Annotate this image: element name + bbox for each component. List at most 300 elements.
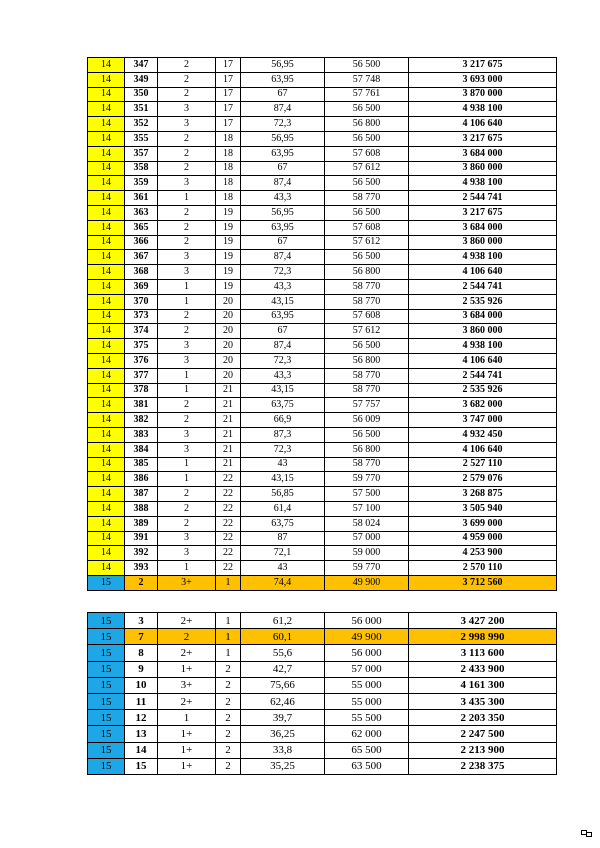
floor-cell: 14: [88, 442, 125, 457]
total-price-cell: 4 938 100: [409, 339, 557, 354]
total-price-cell: 3 684 000: [409, 146, 557, 161]
table-row: [88, 661, 557, 677]
apartment-number-cell: 8: [125, 645, 158, 661]
table-row: [88, 368, 557, 383]
total-price-cell: 4 938 100: [409, 250, 557, 265]
section-cell: 20: [216, 294, 241, 309]
total-price-cell: 3 435 300: [409, 693, 557, 709]
floor-cell: 14: [88, 58, 125, 73]
floor-cell: 14: [88, 368, 125, 383]
total-price-cell: 4 938 100: [409, 102, 557, 117]
area-cell: 66,9: [241, 413, 325, 428]
total-price-cell: 3 427 200: [409, 613, 557, 629]
total-price-cell: 4 106 640: [409, 442, 557, 457]
section-cell: 17: [216, 72, 241, 87]
price-per-m2-cell: 55 000: [325, 693, 409, 709]
section-cell: 18: [216, 176, 241, 191]
section-cell: 21: [216, 457, 241, 472]
apartment-number-cell: 386: [125, 472, 158, 487]
apartment-number-cell: 374: [125, 324, 158, 339]
table-row: [88, 72, 557, 87]
apartment-number-cell: 383: [125, 427, 158, 442]
price-per-m2-cell: 57 612: [325, 161, 409, 176]
total-price-cell: 2 579 076: [409, 472, 557, 487]
total-price-cell: 2 535 926: [409, 383, 557, 398]
apartment-number-cell: 391: [125, 531, 158, 546]
section-cell: 19: [216, 265, 241, 280]
floor-cell: 14: [88, 176, 125, 191]
rooms-cell: 1: [158, 561, 216, 576]
section-cell: 18: [216, 191, 241, 206]
floor-cell: 14: [88, 235, 125, 250]
price-per-m2-cell: 56 500: [325, 339, 409, 354]
area-cell: 39,7: [241, 710, 325, 726]
price-per-m2-cell: 57 500: [325, 487, 409, 502]
table-row: [88, 677, 557, 693]
floor-cell: 15: [88, 758, 125, 774]
table-row: [88, 146, 557, 161]
apartment-number-cell: 7: [125, 629, 158, 645]
floor-cell: 14: [88, 131, 125, 146]
section-cell: 22: [216, 561, 241, 576]
rooms-cell: 2: [158, 205, 216, 220]
total-price-cell: 4 161 300: [409, 677, 557, 693]
section-cell: 20: [216, 368, 241, 383]
area-cell: 87,4: [241, 102, 325, 117]
area-cell: 42,7: [241, 661, 325, 677]
floor-cell: 14: [88, 383, 125, 398]
area-cell: 63,95: [241, 309, 325, 324]
apartment-number-cell: 387: [125, 487, 158, 502]
total-price-cell: 2 544 741: [409, 368, 557, 383]
price-per-m2-cell: 56 500: [325, 250, 409, 265]
apartment-number-cell: 365: [125, 220, 158, 235]
total-price-cell: 3 860 000: [409, 235, 557, 250]
apartment-number-cell: 382: [125, 413, 158, 428]
table-row: [88, 710, 557, 726]
table-row: [88, 324, 557, 339]
price-per-m2-cell: 55 500: [325, 710, 409, 726]
rooms-cell: 2: [158, 87, 216, 102]
total-price-cell: 2 570 110: [409, 561, 557, 576]
table-row: [88, 265, 557, 280]
price-per-m2-cell: 56 800: [325, 442, 409, 457]
section-cell: 18: [216, 161, 241, 176]
total-price-cell: 3 684 000: [409, 220, 557, 235]
area-cell: 87,4: [241, 250, 325, 265]
rooms-cell: 2+: [158, 645, 216, 661]
apartment-number-cell: 14: [125, 742, 158, 758]
apartment-number-cell: 2: [125, 575, 158, 590]
floor-cell: 14: [88, 339, 125, 354]
rooms-cell: 2: [158, 501, 216, 516]
area-cell: 72,3: [241, 265, 325, 280]
rooms-cell: 3: [158, 427, 216, 442]
total-price-cell: 2 544 741: [409, 191, 557, 206]
floor-cell: 14: [88, 279, 125, 294]
floor-cell: 14: [88, 353, 125, 368]
total-price-cell: 3 693 000: [409, 72, 557, 87]
price-per-m2-cell: 57 757: [325, 398, 409, 413]
total-price-cell: 3 699 000: [409, 516, 557, 531]
price-per-m2-cell: 65 500: [325, 742, 409, 758]
apartment-number-cell: 351: [125, 102, 158, 117]
rooms-cell: 3: [158, 353, 216, 368]
price-per-m2-cell: 56 500: [325, 131, 409, 146]
area-cell: 43,3: [241, 279, 325, 294]
area-cell: 36,25: [241, 726, 325, 742]
table-row: [88, 442, 557, 457]
rooms-cell: 2: [158, 72, 216, 87]
total-price-cell: 3 217 675: [409, 131, 557, 146]
section-cell: 19: [216, 235, 241, 250]
price-per-m2-cell: 55 000: [325, 677, 409, 693]
total-price-cell: 3 712 560: [409, 575, 557, 590]
table-row: [88, 353, 557, 368]
section-cell: 19: [216, 205, 241, 220]
section-cell: 20: [216, 324, 241, 339]
section-cell: 20: [216, 339, 241, 354]
price-per-m2-cell: 59 770: [325, 561, 409, 576]
table-row: [88, 102, 557, 117]
section-cell: 2: [216, 693, 241, 709]
total-price-cell: 3 217 675: [409, 205, 557, 220]
section-cell: 18: [216, 146, 241, 161]
rooms-cell: 2: [158, 235, 216, 250]
section-cell: 2: [216, 742, 241, 758]
table-row: [88, 487, 557, 502]
apartment-number-cell: 355: [125, 131, 158, 146]
table-row: [88, 250, 557, 265]
table-row: [88, 235, 557, 250]
total-price-cell: 3 870 000: [409, 87, 557, 102]
section-cell: 19: [216, 250, 241, 265]
floor-cell: 14: [88, 398, 125, 413]
table-row: [88, 309, 557, 324]
area-cell: 72,1: [241, 546, 325, 561]
table-row: [88, 501, 557, 516]
apartment-number-cell: 3: [125, 613, 158, 629]
price-table-bottom: [87, 612, 557, 775]
section-cell: 21: [216, 398, 241, 413]
area-cell: 60,1: [241, 629, 325, 645]
floor-cell: 14: [88, 72, 125, 87]
table-row: [88, 645, 557, 661]
price-per-m2-cell: 57 608: [325, 146, 409, 161]
area-cell: 33,8: [241, 742, 325, 758]
section-cell: 21: [216, 383, 241, 398]
price-per-m2-cell: 58 770: [325, 383, 409, 398]
floor-cell: 14: [88, 102, 125, 117]
section-cell: 1: [216, 629, 241, 645]
rooms-cell: 2: [158, 487, 216, 502]
total-price-cell: 3 684 000: [409, 309, 557, 324]
apartment-number-cell: 392: [125, 546, 158, 561]
apartment-number-cell: 370: [125, 294, 158, 309]
table-row: [88, 191, 557, 206]
table-row: [88, 742, 557, 758]
floor-cell: 14: [88, 531, 125, 546]
table-row: [88, 561, 557, 576]
rooms-cell: 2+: [158, 613, 216, 629]
floor-cell: 15: [88, 629, 125, 645]
total-price-cell: 2 998 990: [409, 629, 557, 645]
price-per-m2-cell: 57 000: [325, 531, 409, 546]
floor-cell: 15: [88, 742, 125, 758]
area-cell: 56,95: [241, 131, 325, 146]
price-per-m2-cell: 57 612: [325, 324, 409, 339]
apartment-number-cell: 357: [125, 146, 158, 161]
section-cell: 20: [216, 309, 241, 324]
total-price-cell: 4 106 640: [409, 117, 557, 132]
apartment-number-cell: 12: [125, 710, 158, 726]
total-price-cell: 4 938 100: [409, 176, 557, 191]
floor-cell: 14: [88, 546, 125, 561]
price-per-m2-cell: 58 024: [325, 516, 409, 531]
apartment-number-cell: 393: [125, 561, 158, 576]
area-cell: 43,3: [241, 191, 325, 206]
rooms-cell: 2: [158, 146, 216, 161]
apartment-number-cell: 347: [125, 58, 158, 73]
area-cell: 43: [241, 561, 325, 576]
section-cell: 19: [216, 220, 241, 235]
total-price-cell: 3 505 940: [409, 501, 557, 516]
apartment-number-cell: 369: [125, 279, 158, 294]
apartment-number-cell: 359: [125, 176, 158, 191]
floor-cell: 14: [88, 117, 125, 132]
area-cell: 43,3: [241, 368, 325, 383]
table-row: [88, 131, 557, 146]
floor-cell: 14: [88, 309, 125, 324]
apartment-number-cell: 367: [125, 250, 158, 265]
price-per-m2-cell: 56 800: [325, 353, 409, 368]
rooms-cell: 1: [158, 457, 216, 472]
apartment-number-cell: 385: [125, 457, 158, 472]
floor-cell: 14: [88, 87, 125, 102]
total-price-cell: 2 544 741: [409, 279, 557, 294]
floor-cell: 14: [88, 501, 125, 516]
table-row: [88, 758, 557, 774]
floor-cell: 14: [88, 487, 125, 502]
area-cell: 87,4: [241, 176, 325, 191]
table-row: [88, 279, 557, 294]
section-cell: 22: [216, 487, 241, 502]
rooms-cell: 2: [158, 161, 216, 176]
table-row: [88, 472, 557, 487]
floor-cell: 14: [88, 250, 125, 265]
total-price-cell: 4 932 450: [409, 427, 557, 442]
rooms-cell: 1: [158, 472, 216, 487]
floor-cell: 15: [88, 710, 125, 726]
floor-cell: 15: [88, 726, 125, 742]
total-price-cell: 3 268 875: [409, 487, 557, 502]
total-price-cell: 2 433 900: [409, 661, 557, 677]
rooms-cell: 1: [158, 191, 216, 206]
floor-cell: 15: [88, 661, 125, 677]
table-row: [88, 693, 557, 709]
price-per-m2-cell: 59 770: [325, 472, 409, 487]
area-cell: 43: [241, 457, 325, 472]
rooms-cell: 3: [158, 531, 216, 546]
price-per-m2-cell: 57 000: [325, 661, 409, 677]
area-cell: 43,15: [241, 294, 325, 309]
apartment-number-cell: 361: [125, 191, 158, 206]
floor-cell: 14: [88, 191, 125, 206]
floor-cell: 15: [88, 693, 125, 709]
price-per-m2-cell: 57 748: [325, 72, 409, 87]
area-cell: 63,95: [241, 146, 325, 161]
table-row: [88, 629, 557, 645]
floor-cell: 15: [88, 575, 125, 590]
rooms-cell: 2: [158, 398, 216, 413]
apartment-number-cell: 11: [125, 693, 158, 709]
area-cell: 67: [241, 161, 325, 176]
total-price-cell: 2 213 900: [409, 742, 557, 758]
area-cell: 62,46: [241, 693, 325, 709]
table-row: [88, 220, 557, 235]
total-price-cell: 2 238 375: [409, 758, 557, 774]
total-price-cell: 3 682 000: [409, 398, 557, 413]
total-price-cell: 4 959 000: [409, 531, 557, 546]
apartment-number-cell: 375: [125, 339, 158, 354]
rooms-cell: 1: [158, 710, 216, 726]
rooms-cell: 1: [158, 279, 216, 294]
apartment-number-cell: 358: [125, 161, 158, 176]
table-row: [88, 531, 557, 546]
section-cell: 2: [216, 726, 241, 742]
area-cell: 67: [241, 235, 325, 250]
floor-cell: 15: [88, 645, 125, 661]
rooms-cell: 2: [158, 309, 216, 324]
section-cell: 21: [216, 427, 241, 442]
apartment-number-cell: 366: [125, 235, 158, 250]
apartment-number-cell: 363: [125, 205, 158, 220]
floor-cell: 14: [88, 265, 125, 280]
table-row: [88, 117, 557, 132]
price-per-m2-cell: 58 770: [325, 191, 409, 206]
price-per-m2-cell: 49 900: [325, 629, 409, 645]
rooms-cell: 2: [158, 516, 216, 531]
table-row: [88, 294, 557, 309]
area-cell: 63,75: [241, 516, 325, 531]
price-per-m2-cell: 56 500: [325, 176, 409, 191]
floor-cell: 14: [88, 427, 125, 442]
price-per-m2-cell: 59 000: [325, 546, 409, 561]
area-cell: 63,95: [241, 220, 325, 235]
table-row: [88, 383, 557, 398]
rooms-cell: 3: [158, 102, 216, 117]
table-row: [88, 546, 557, 561]
apartment-number-cell: 377: [125, 368, 158, 383]
table-row: [88, 161, 557, 176]
table-row: [88, 427, 557, 442]
floor-cell: 14: [88, 472, 125, 487]
apartment-number-cell: 10: [125, 677, 158, 693]
section-cell: 1: [216, 613, 241, 629]
area-cell: 61,4: [241, 501, 325, 516]
area-cell: 72,3: [241, 353, 325, 368]
rooms-cell: 1: [158, 383, 216, 398]
apartment-number-cell: 368: [125, 265, 158, 280]
page-corner-icon: [581, 830, 591, 836]
rooms-cell: 3: [158, 546, 216, 561]
section-cell: 17: [216, 117, 241, 132]
area-cell: 87,4: [241, 339, 325, 354]
price-per-m2-cell: 56 500: [325, 205, 409, 220]
rooms-cell: 2: [158, 413, 216, 428]
area-cell: 63,75: [241, 398, 325, 413]
total-price-cell: 2 247 500: [409, 726, 557, 742]
apartment-number-cell: 378: [125, 383, 158, 398]
rooms-cell: 3: [158, 117, 216, 132]
area-cell: 87: [241, 531, 325, 546]
price-per-m2-cell: 58 770: [325, 368, 409, 383]
floor-cell: 14: [88, 161, 125, 176]
apartment-number-cell: 349: [125, 72, 158, 87]
section-cell: 21: [216, 413, 241, 428]
area-cell: 63,95: [241, 72, 325, 87]
price-per-m2-cell: 57 608: [325, 220, 409, 235]
price-per-m2-cell: 56 500: [325, 102, 409, 117]
total-price-cell: 3 860 000: [409, 324, 557, 339]
price-per-m2-cell: 58 770: [325, 457, 409, 472]
table-row: [88, 176, 557, 191]
total-price-cell: 2 535 926: [409, 294, 557, 309]
total-price-cell: 3 113 600: [409, 645, 557, 661]
rooms-cell: 2: [158, 220, 216, 235]
price-per-m2-cell: 57 608: [325, 309, 409, 324]
total-price-cell: 4 106 640: [409, 265, 557, 280]
rooms-cell: 3: [158, 265, 216, 280]
table-row: [88, 58, 557, 73]
rooms-cell: 3+: [158, 677, 216, 693]
apartment-number-cell: 9: [125, 661, 158, 677]
area-cell: 74,4: [241, 575, 325, 590]
rooms-cell: 1: [158, 368, 216, 383]
area-cell: 72,3: [241, 117, 325, 132]
price-per-m2-cell: 58 770: [325, 294, 409, 309]
price-per-m2-cell: 56 800: [325, 117, 409, 132]
area-cell: 56,85: [241, 487, 325, 502]
section-cell: 20: [216, 353, 241, 368]
apartment-number-cell: 384: [125, 442, 158, 457]
floor-cell: 14: [88, 516, 125, 531]
section-cell: 17: [216, 87, 241, 102]
floor-cell: 14: [88, 146, 125, 161]
floor-cell: 14: [88, 205, 125, 220]
table-row: [88, 726, 557, 742]
area-cell: 61,2: [241, 613, 325, 629]
section-cell: 22: [216, 501, 241, 516]
area-cell: 67: [241, 324, 325, 339]
price-per-m2-cell: 57 612: [325, 235, 409, 250]
table-row: [88, 398, 557, 413]
section-cell: 21: [216, 442, 241, 457]
rooms-cell: 3: [158, 339, 216, 354]
area-cell: 56,95: [241, 205, 325, 220]
table-row: [88, 457, 557, 472]
section-cell: 22: [216, 472, 241, 487]
section-cell: 22: [216, 516, 241, 531]
area-cell: 87,3: [241, 427, 325, 442]
rooms-cell: 2: [158, 131, 216, 146]
floor-cell: 14: [88, 561, 125, 576]
floor-cell: 14: [88, 294, 125, 309]
section-cell: 2: [216, 710, 241, 726]
section-cell: 18: [216, 131, 241, 146]
section-cell: 17: [216, 102, 241, 117]
table-row: [88, 205, 557, 220]
